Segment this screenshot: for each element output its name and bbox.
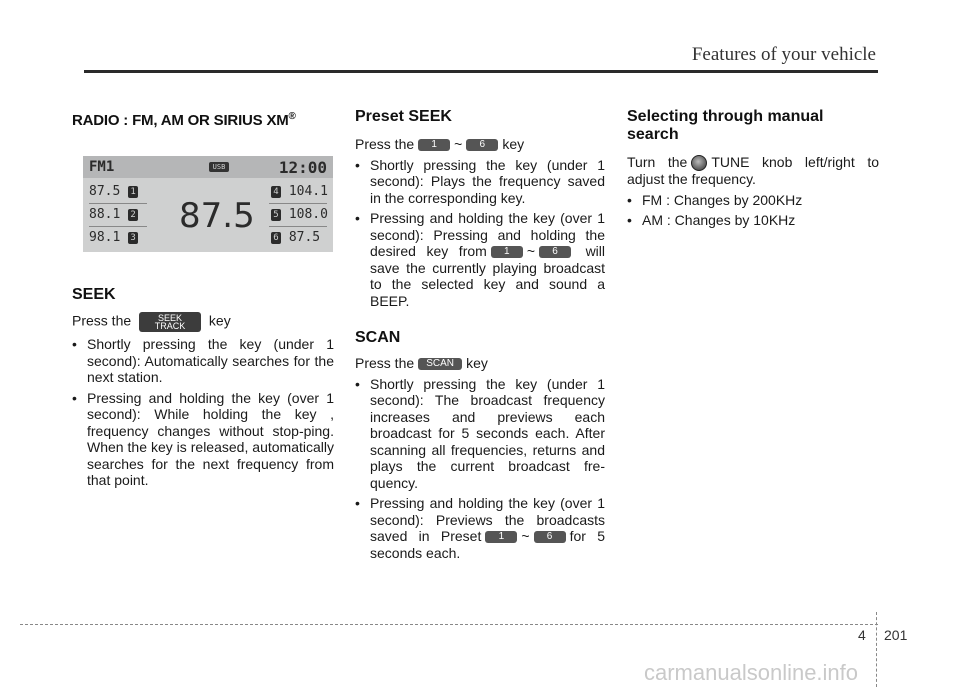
list-item: • Shortly pressing the key (under 1 second): Automatically searches for the next station. [72, 336, 334, 386]
list-item: • Shortly pressing the key (under 1 second): Plays the frequency saved in the corresponding key. [355, 157, 605, 207]
preset-5: 5 108.0 [271, 207, 328, 223]
scan-heading: SCAN [355, 329, 401, 346]
preset-key-6-icon: 6 [539, 246, 571, 258]
header-title: Features of your vehicle [691, 44, 876, 65]
preset-divider [89, 203, 147, 204]
header-rule [84, 70, 878, 73]
list-item: • Pressing and holding the key (over 1 second): Pressing and holding the desired key from 1 ~ 6 will save the currently playing broadcast to the selected key and sound a BEEP. [355, 210, 605, 309]
scan-bullets [355, 376, 605, 562]
preset-1: 87.5 1 [89, 184, 138, 200]
manual-search-heading: Selecting through manual search [627, 108, 824, 143]
preset-key-1-icon: 1 [485, 531, 517, 543]
scan-key-icon: SCAN [418, 358, 462, 370]
tune-instruction: Turn the TUNE knob left/right to adjust the frequency. [627, 154, 879, 188]
preset-key-6-icon: 6 [534, 531, 566, 543]
list-item: • Pressing and holding the key (over 1 second): Previews the broadcasts saved in Preset 1 ~ 6 for 5 seconds each. [355, 495, 605, 561]
column-radio [72, 108, 334, 130]
preset-divider [89, 226, 147, 227]
watermark: carmanualsonline.info [644, 660, 859, 685]
preset-divider [269, 203, 327, 204]
tune-knob-icon [691, 155, 707, 171]
footer-divider [876, 612, 877, 687]
column-preset [355, 108, 605, 565]
preset-divider [269, 226, 327, 227]
chapter-number: 4 [858, 627, 866, 643]
preset-4: 4 104.1 [271, 184, 328, 200]
preset-2: 88.1 2 [89, 207, 138, 223]
preset-key-6-icon: 6 [466, 139, 498, 151]
list-item: • AM : Changes by 10KHz [627, 212, 879, 229]
seek-instruction: Press the SEEK TRACK key [72, 312, 231, 331]
preset-seek-heading: Preset SEEK [355, 108, 452, 125]
radio-heading [72, 108, 334, 130]
preset-key-1-icon: 1 [418, 139, 450, 151]
preset-3: 98.1 3 [89, 230, 138, 246]
preset-6: 6 87.5 [271, 230, 320, 246]
scan-instruction: Press the SCAN key [355, 355, 488, 371]
radio-main-frequency: 87.5 [179, 196, 255, 236]
preset-bullets [355, 157, 605, 310]
preset-instruction: Press the 1 ~ 6 key [355, 136, 525, 152]
seek-track-key-icon: SEEK TRACK [139, 312, 201, 332]
list-item: • Pressing and holding the key (over 1 second): While holding the key , frequency changes without stop-ping. When the key is released, automatically searches for the next frequency from that point. [72, 390, 334, 489]
seek-heading: SEEK [72, 286, 116, 303]
seek-section [72, 286, 334, 493]
preset-key-1-icon: 1 [491, 246, 523, 258]
radio-display-illustration [83, 156, 333, 252]
seek-bullets [72, 336, 334, 489]
column-manual [627, 108, 879, 233]
manual-bullets [627, 192, 879, 229]
radio-clock: 12:00 [278, 158, 327, 177]
registered-mark: ® [288, 111, 296, 122]
radio-band: FM1 [89, 159, 115, 175]
radio-heading-text: RADIO : FM, AM OR SIRIUS XM [72, 112, 289, 129]
list-item: • Shortly pressing the key (under 1 second): The broadcast frequency increases and previews each broadcast for 5 seconds each. After scanning all frequencies, returns and plays the current broadcast fre-quency. [355, 376, 605, 492]
page-number: 201 [884, 627, 908, 643]
list-item: • FM : Changes by 200KHz [627, 192, 879, 209]
usb-icon: USB [209, 162, 229, 172]
footer-rule [20, 624, 878, 625]
